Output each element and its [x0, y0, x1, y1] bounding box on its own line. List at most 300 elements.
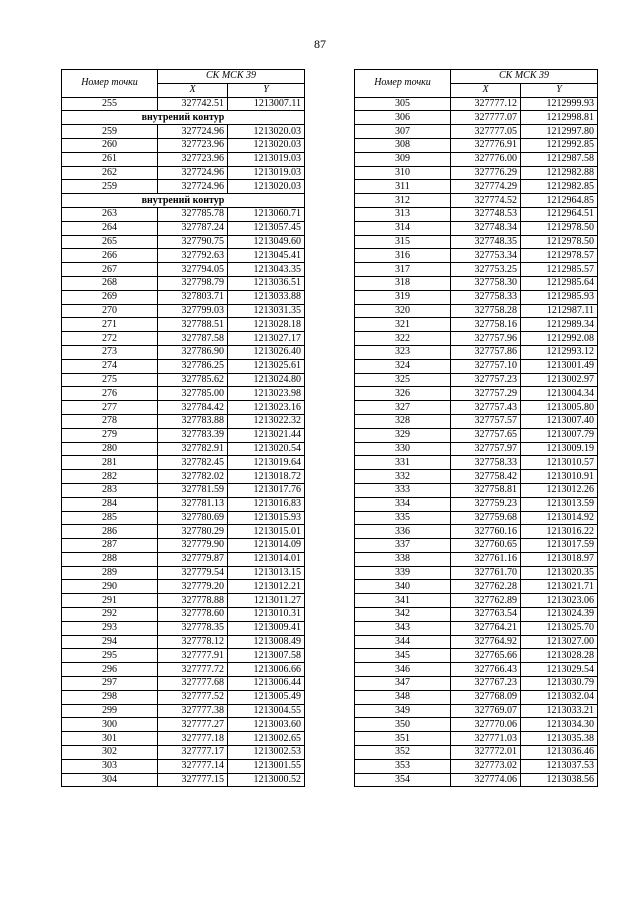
point-number-cell: 278 [62, 414, 158, 428]
y-coordinate-cell: 1213018.72 [228, 470, 305, 484]
table-row [62, 359, 305, 373]
x-coordinate-cell: 327803.71 [158, 290, 228, 304]
table-row [355, 304, 598, 318]
table-row [62, 125, 305, 139]
table-row [62, 180, 305, 194]
table-row [355, 318, 598, 332]
header-row-top [355, 70, 598, 84]
point-number-cell: 336 [355, 525, 451, 539]
y-coordinate-cell: 1213023.98 [228, 387, 305, 401]
y-coordinate-cell: 1213009.19 [521, 442, 598, 456]
point-number-cell: 282 [62, 470, 158, 484]
x-coordinate-cell: 327758.16 [451, 318, 521, 332]
y-coordinate-cell: 1213001.55 [228, 759, 305, 773]
table-row [62, 552, 305, 566]
x-coordinate-cell: 327782.91 [158, 442, 228, 456]
y-coordinate-cell: 1213032.04 [521, 690, 598, 704]
table-body-right [355, 97, 598, 787]
point-number-cell: 334 [355, 497, 451, 511]
point-number-cell: 265 [62, 235, 158, 249]
table-row [62, 746, 305, 760]
table-row [355, 746, 598, 760]
y-coordinate-cell: 1213007.58 [228, 649, 305, 663]
x-coordinate-cell: 327724.96 [158, 180, 228, 194]
point-number-cell: 341 [355, 594, 451, 608]
section-label: внутрений контур [62, 111, 305, 125]
y-coordinate-cell: 1213060.71 [228, 207, 305, 221]
y-coordinate-cell: 1213020.03 [228, 180, 305, 194]
point-number-cell: 260 [62, 138, 158, 152]
table-row [62, 511, 305, 525]
x-coordinate-cell: 327774.06 [451, 773, 521, 787]
coordinate-system-header: СК МСК 39 [451, 70, 598, 84]
point-number-cell: 318 [355, 276, 451, 290]
x-coordinate-cell: 327757.23 [451, 373, 521, 387]
x-coordinate-cell: 327758.33 [451, 456, 521, 470]
point-number-cell: 297 [62, 677, 158, 691]
table-row [355, 649, 598, 663]
table-row [62, 235, 305, 249]
table-row [355, 152, 598, 166]
point-number-cell: 293 [62, 621, 158, 635]
y-coordinate-cell: 1212985.93 [521, 290, 598, 304]
point-number-cell: 290 [62, 580, 158, 594]
y-coordinate-cell: 1213015.93 [228, 511, 305, 525]
y-coordinate-cell: 1213022.32 [228, 414, 305, 428]
table-row [62, 594, 305, 608]
point-number-cell: 287 [62, 539, 158, 553]
point-number-cell: 294 [62, 635, 158, 649]
point-number-cell: 298 [62, 690, 158, 704]
y-coordinate-cell: 1213021.71 [521, 580, 598, 594]
y-coordinate-cell: 1213002.97 [521, 373, 598, 387]
x-coordinate-cell: 327780.69 [158, 511, 228, 525]
y-coordinate-cell: 1213015.01 [228, 525, 305, 539]
x-coordinate-cell: 327785.78 [158, 207, 228, 221]
table-row [62, 690, 305, 704]
point-number-cell: 317 [355, 263, 451, 277]
y-coordinate-cell: 1212999.93 [521, 97, 598, 111]
x-coordinate-cell: 327758.42 [451, 470, 521, 484]
point-number-cell: 350 [355, 718, 451, 732]
table-row [62, 483, 305, 497]
y-coordinate-cell: 1213026.40 [228, 345, 305, 359]
table-row [62, 525, 305, 539]
point-number-cell: 313 [355, 207, 451, 221]
point-number-cell: 332 [355, 470, 451, 484]
point-number-cell: 269 [62, 290, 158, 304]
table-row [62, 759, 305, 773]
point-number-cell: 346 [355, 663, 451, 677]
y-coordinate-cell: 1212987.58 [521, 152, 598, 166]
y-coordinate-cell: 1213036.51 [228, 276, 305, 290]
point-number-cell: 315 [355, 235, 451, 249]
table-row [355, 249, 598, 263]
y-coordinate-cell: 1212989.34 [521, 318, 598, 332]
x-coordinate-cell: 327761.70 [451, 566, 521, 580]
y-coordinate-cell: 1212987.11 [521, 304, 598, 318]
x-coordinate-cell: 327778.12 [158, 635, 228, 649]
x-coordinate-cell: 327778.35 [158, 621, 228, 635]
x-coordinate-cell: 327757.97 [451, 442, 521, 456]
y-coordinate-cell: 1213036.46 [521, 746, 598, 760]
y-coordinate-cell: 1212978.50 [521, 221, 598, 235]
y-coordinate-cell: 1212982.85 [521, 180, 598, 194]
x-coordinate-cell: 327772.01 [451, 746, 521, 760]
table-row [355, 97, 598, 111]
y-coordinate-cell: 1212964.85 [521, 194, 598, 208]
table-row [62, 677, 305, 691]
x-coordinate-cell: 327771.03 [451, 732, 521, 746]
table-row [355, 290, 598, 304]
y-coordinate-cell: 1212985.64 [521, 276, 598, 290]
y-coordinate-cell: 1212998.81 [521, 111, 598, 125]
y-coordinate-cell: 1213025.61 [228, 359, 305, 373]
x-coordinate-cell: 327776.91 [451, 138, 521, 152]
x-coordinate-cell: 327777.05 [451, 125, 521, 139]
x-coordinate-cell: 327768.09 [451, 690, 521, 704]
table-row [355, 276, 598, 290]
point-number-cell: 259 [62, 180, 158, 194]
table-row [62, 249, 305, 263]
table-row [355, 235, 598, 249]
point-number-cell: 323 [355, 345, 451, 359]
x-coordinate-cell: 327779.87 [158, 552, 228, 566]
x-coordinate-cell: 327758.33 [451, 290, 521, 304]
point-number-cell: 353 [355, 759, 451, 773]
x-coordinate-cell: 327777.27 [158, 718, 228, 732]
point-number-cell: 261 [62, 152, 158, 166]
point-number-cell: 335 [355, 511, 451, 525]
x-coordinate-cell: 327782.45 [158, 456, 228, 470]
x-coordinate-cell: 327724.96 [158, 125, 228, 139]
table-row [355, 635, 598, 649]
x-coordinate-cell: 327792.63 [158, 249, 228, 263]
table-row [62, 318, 305, 332]
table-row [355, 608, 598, 622]
x-coordinate-cell: 327766.43 [451, 663, 521, 677]
point-number-cell: 274 [62, 359, 158, 373]
point-number-cell: 300 [62, 718, 158, 732]
table-row [355, 483, 598, 497]
x-coordinate-cell: 327784.42 [158, 401, 228, 415]
x-coordinate-cell: 327788.51 [158, 318, 228, 332]
point-number-cell: 277 [62, 401, 158, 415]
point-number-cell: 292 [62, 608, 158, 622]
header-row-top [62, 70, 305, 84]
x-coordinate-cell: 327770.06 [451, 718, 521, 732]
y-coordinate-cell: 1213019.03 [228, 152, 305, 166]
point-number-cell: 347 [355, 677, 451, 691]
table-row [62, 290, 305, 304]
table-row [62, 401, 305, 415]
x-coordinate-cell: 327724.96 [158, 166, 228, 180]
y-coordinate-cell: 1213027.00 [521, 635, 598, 649]
table-row [355, 759, 598, 773]
point-number-cell: 310 [355, 166, 451, 180]
point-number-cell: 266 [62, 249, 158, 263]
x-coordinate-cell: 327758.28 [451, 304, 521, 318]
x-coordinate-cell: 327762.28 [451, 580, 521, 594]
table-row [62, 621, 305, 635]
table-row [355, 180, 598, 194]
x-coordinate-cell: 327748.53 [451, 207, 521, 221]
table-row [355, 773, 598, 787]
point-number-cell: 329 [355, 428, 451, 442]
x-coordinate-cell: 327773.02 [451, 759, 521, 773]
y-coordinate-cell: 1212985.57 [521, 263, 598, 277]
y-coordinate-cell: 1212978.50 [521, 235, 598, 249]
table-row [62, 152, 305, 166]
point-number-cell: 339 [355, 566, 451, 580]
point-number-cell: 262 [62, 166, 158, 180]
point-number-cell: 307 [355, 125, 451, 139]
point-number-cell: 348 [355, 690, 451, 704]
table-row [355, 621, 598, 635]
x-coordinate-cell: 327748.34 [451, 221, 521, 235]
x-coordinate-cell: 327785.62 [158, 373, 228, 387]
x-coordinate-cell: 327757.86 [451, 345, 521, 359]
x-coordinate-cell: 327777.52 [158, 690, 228, 704]
table-row [62, 332, 305, 346]
coordinate-system-header: СК МСК 39 [158, 70, 305, 84]
table-row [355, 525, 598, 539]
y-coordinate-cell: 1213049.60 [228, 235, 305, 249]
point-number-cell: 338 [355, 552, 451, 566]
table-row [62, 732, 305, 746]
x-coordinate-cell: 327760.65 [451, 539, 521, 553]
table-row [62, 773, 305, 787]
point-number-cell: 267 [62, 263, 158, 277]
table-row [355, 511, 598, 525]
point-number-cell: 306 [355, 111, 451, 125]
y-coordinate-cell: 1213007.40 [521, 414, 598, 428]
point-number-cell: 279 [62, 428, 158, 442]
table-row [355, 332, 598, 346]
table-row [355, 359, 598, 373]
table-row [62, 387, 305, 401]
x-coordinate-cell: 327787.58 [158, 332, 228, 346]
table-row [62, 373, 305, 387]
x-coordinate-cell: 327786.90 [158, 345, 228, 359]
x-coordinate-cell: 327748.35 [451, 235, 521, 249]
point-number-cell: 314 [355, 221, 451, 235]
point-number-cell: 352 [355, 746, 451, 760]
table-row [355, 456, 598, 470]
y-coordinate-cell: 1213005.80 [521, 401, 598, 415]
x-coordinate-cell: 327767.23 [451, 677, 521, 691]
y-coordinate-cell: 1213014.01 [228, 552, 305, 566]
x-coordinate-cell: 327765.66 [451, 649, 521, 663]
table-row [62, 718, 305, 732]
x-coordinate-cell: 327799.03 [158, 304, 228, 318]
table-row [62, 414, 305, 428]
y-coordinate-cell: 1213007.11 [228, 97, 305, 111]
point-number-cell: 351 [355, 732, 451, 746]
y-coordinate-cell: 1213011.27 [228, 594, 305, 608]
y-coordinate-cell: 1213024.80 [228, 373, 305, 387]
x-coordinate-cell: 327774.52 [451, 194, 521, 208]
y-column-header: Y [521, 83, 598, 97]
y-coordinate-cell: 1212982.88 [521, 166, 598, 180]
point-number-cell: 343 [355, 621, 451, 635]
table-row [355, 594, 598, 608]
x-coordinate-cell: 327777.14 [158, 759, 228, 773]
x-coordinate-cell: 327763.54 [451, 608, 521, 622]
point-number-cell: 301 [62, 732, 158, 746]
table-row [62, 345, 305, 359]
y-coordinate-cell: 1213012.26 [521, 483, 598, 497]
x-coordinate-cell: 327777.17 [158, 746, 228, 760]
y-coordinate-cell: 1213013.15 [228, 566, 305, 580]
table-row [62, 497, 305, 511]
point-number-cell: 276 [62, 387, 158, 401]
table-row [355, 566, 598, 580]
y-coordinate-cell: 1213014.09 [228, 539, 305, 553]
table-row [355, 221, 598, 235]
y-coordinate-cell: 1213020.03 [228, 138, 305, 152]
x-coordinate-cell: 327779.90 [158, 539, 228, 553]
y-coordinate-cell: 1213016.22 [521, 525, 598, 539]
table-row [355, 442, 598, 456]
table-row [62, 470, 305, 484]
point-number-cell: 263 [62, 207, 158, 221]
x-coordinate-cell: 327798.79 [158, 276, 228, 290]
point-number-cell: 280 [62, 442, 158, 456]
table-row [355, 138, 598, 152]
y-coordinate-cell: 1213028.18 [228, 318, 305, 332]
point-number-cell: 316 [355, 249, 451, 263]
x-coordinate-cell: 327777.68 [158, 677, 228, 691]
x-coordinate-cell: 327762.89 [451, 594, 521, 608]
point-number-cell: 337 [355, 539, 451, 553]
y-coordinate-cell: 1213034.30 [521, 718, 598, 732]
y-coordinate-cell: 1213010.31 [228, 608, 305, 622]
x-coordinate-cell: 327760.16 [451, 525, 521, 539]
table-row [355, 345, 598, 359]
table-row [355, 718, 598, 732]
point-number-cell: 311 [355, 180, 451, 194]
page-number: 87 [314, 37, 326, 51]
y-coordinate-cell: 1213045.41 [228, 249, 305, 263]
point-number-cell: 309 [355, 152, 451, 166]
y-coordinate-cell: 1213006.66 [228, 663, 305, 677]
table-row [355, 470, 598, 484]
x-coordinate-cell: 327758.81 [451, 483, 521, 497]
point-number-cell: 320 [355, 304, 451, 318]
point-number-cell: 305 [355, 97, 451, 111]
x-coordinate-cell: 327777.72 [158, 663, 228, 677]
point-number-cell: 324 [355, 359, 451, 373]
x-coordinate-cell: 327757.29 [451, 387, 521, 401]
point-number-cell: 272 [62, 332, 158, 346]
x-coordinate-cell: 327781.59 [158, 483, 228, 497]
table-row [355, 373, 598, 387]
x-coordinate-cell: 327781.13 [158, 497, 228, 511]
x-coordinate-cell: 327757.96 [451, 332, 521, 346]
table-row [355, 387, 598, 401]
table-row [62, 138, 305, 152]
point-number-cell: 344 [355, 635, 451, 649]
y-coordinate-cell: 1213000.52 [228, 773, 305, 787]
point-number-cell: 342 [355, 608, 451, 622]
x-coordinate-cell: 327783.88 [158, 414, 228, 428]
x-coordinate-cell: 327776.00 [451, 152, 521, 166]
y-coordinate-cell: 1213023.16 [228, 401, 305, 415]
table-row [355, 166, 598, 180]
table-row [355, 552, 598, 566]
y-coordinate-cell: 1212964.51 [521, 207, 598, 221]
y-column-header: Y [228, 83, 305, 97]
y-coordinate-cell: 1213033.21 [521, 704, 598, 718]
y-coordinate-cell: 1213018.97 [521, 552, 598, 566]
table-row [355, 428, 598, 442]
x-coordinate-cell: 327764.92 [451, 635, 521, 649]
point-number-cell: 273 [62, 345, 158, 359]
y-coordinate-cell: 1213017.59 [521, 539, 598, 553]
point-number-cell: 304 [62, 773, 158, 787]
point-number-cell: 275 [62, 373, 158, 387]
y-coordinate-cell: 1213021.44 [228, 428, 305, 442]
x-coordinate-cell: 327779.20 [158, 580, 228, 594]
y-coordinate-cell: 1212997.80 [521, 125, 598, 139]
x-coordinate-cell: 327769.07 [451, 704, 521, 718]
point-number-cell: 319 [355, 290, 451, 304]
point-number-cell: 349 [355, 704, 451, 718]
y-coordinate-cell: 1213038.56 [521, 773, 598, 787]
point-number-cell: 259 [62, 125, 158, 139]
y-coordinate-cell: 1213004.55 [228, 704, 305, 718]
point-number-cell: 302 [62, 746, 158, 760]
y-coordinate-cell: 1213007.79 [521, 428, 598, 442]
point-number-cell: 330 [355, 442, 451, 456]
y-coordinate-cell: 1213009.41 [228, 621, 305, 635]
table-row [355, 663, 598, 677]
y-coordinate-cell: 1213029.54 [521, 663, 598, 677]
table-row [62, 608, 305, 622]
x-coordinate-cell: 327774.29 [451, 180, 521, 194]
y-coordinate-cell: 1213024.39 [521, 608, 598, 622]
x-coordinate-cell: 327761.16 [451, 552, 521, 566]
point-number-cell: 288 [62, 552, 158, 566]
point-number-cell: 284 [62, 497, 158, 511]
x-coordinate-cell: 327723.96 [158, 138, 228, 152]
table-row [62, 649, 305, 663]
x-coordinate-cell: 327757.10 [451, 359, 521, 373]
x-coordinate-cell: 327785.00 [158, 387, 228, 401]
x-coordinate-cell: 327787.24 [158, 221, 228, 235]
table-row [62, 566, 305, 580]
table-row [62, 263, 305, 277]
table-row [62, 704, 305, 718]
y-coordinate-cell: 1212993.12 [521, 345, 598, 359]
y-coordinate-cell: 1213017.76 [228, 483, 305, 497]
y-coordinate-cell: 1213014.92 [521, 511, 598, 525]
table-row [355, 677, 598, 691]
point-number-cell: 289 [62, 566, 158, 580]
point-number-header: Номер точки [62, 70, 158, 98]
table-body-left [62, 97, 305, 787]
table-row [355, 539, 598, 553]
table-row [62, 207, 305, 221]
x-coordinate-cell: 327753.34 [451, 249, 521, 263]
x-coordinate-cell: 327779.54 [158, 566, 228, 580]
point-number-cell: 322 [355, 332, 451, 346]
table-row [355, 207, 598, 221]
y-coordinate-cell: 1213028.28 [521, 649, 598, 663]
y-coordinate-cell: 1213031.35 [228, 304, 305, 318]
table-row [62, 428, 305, 442]
